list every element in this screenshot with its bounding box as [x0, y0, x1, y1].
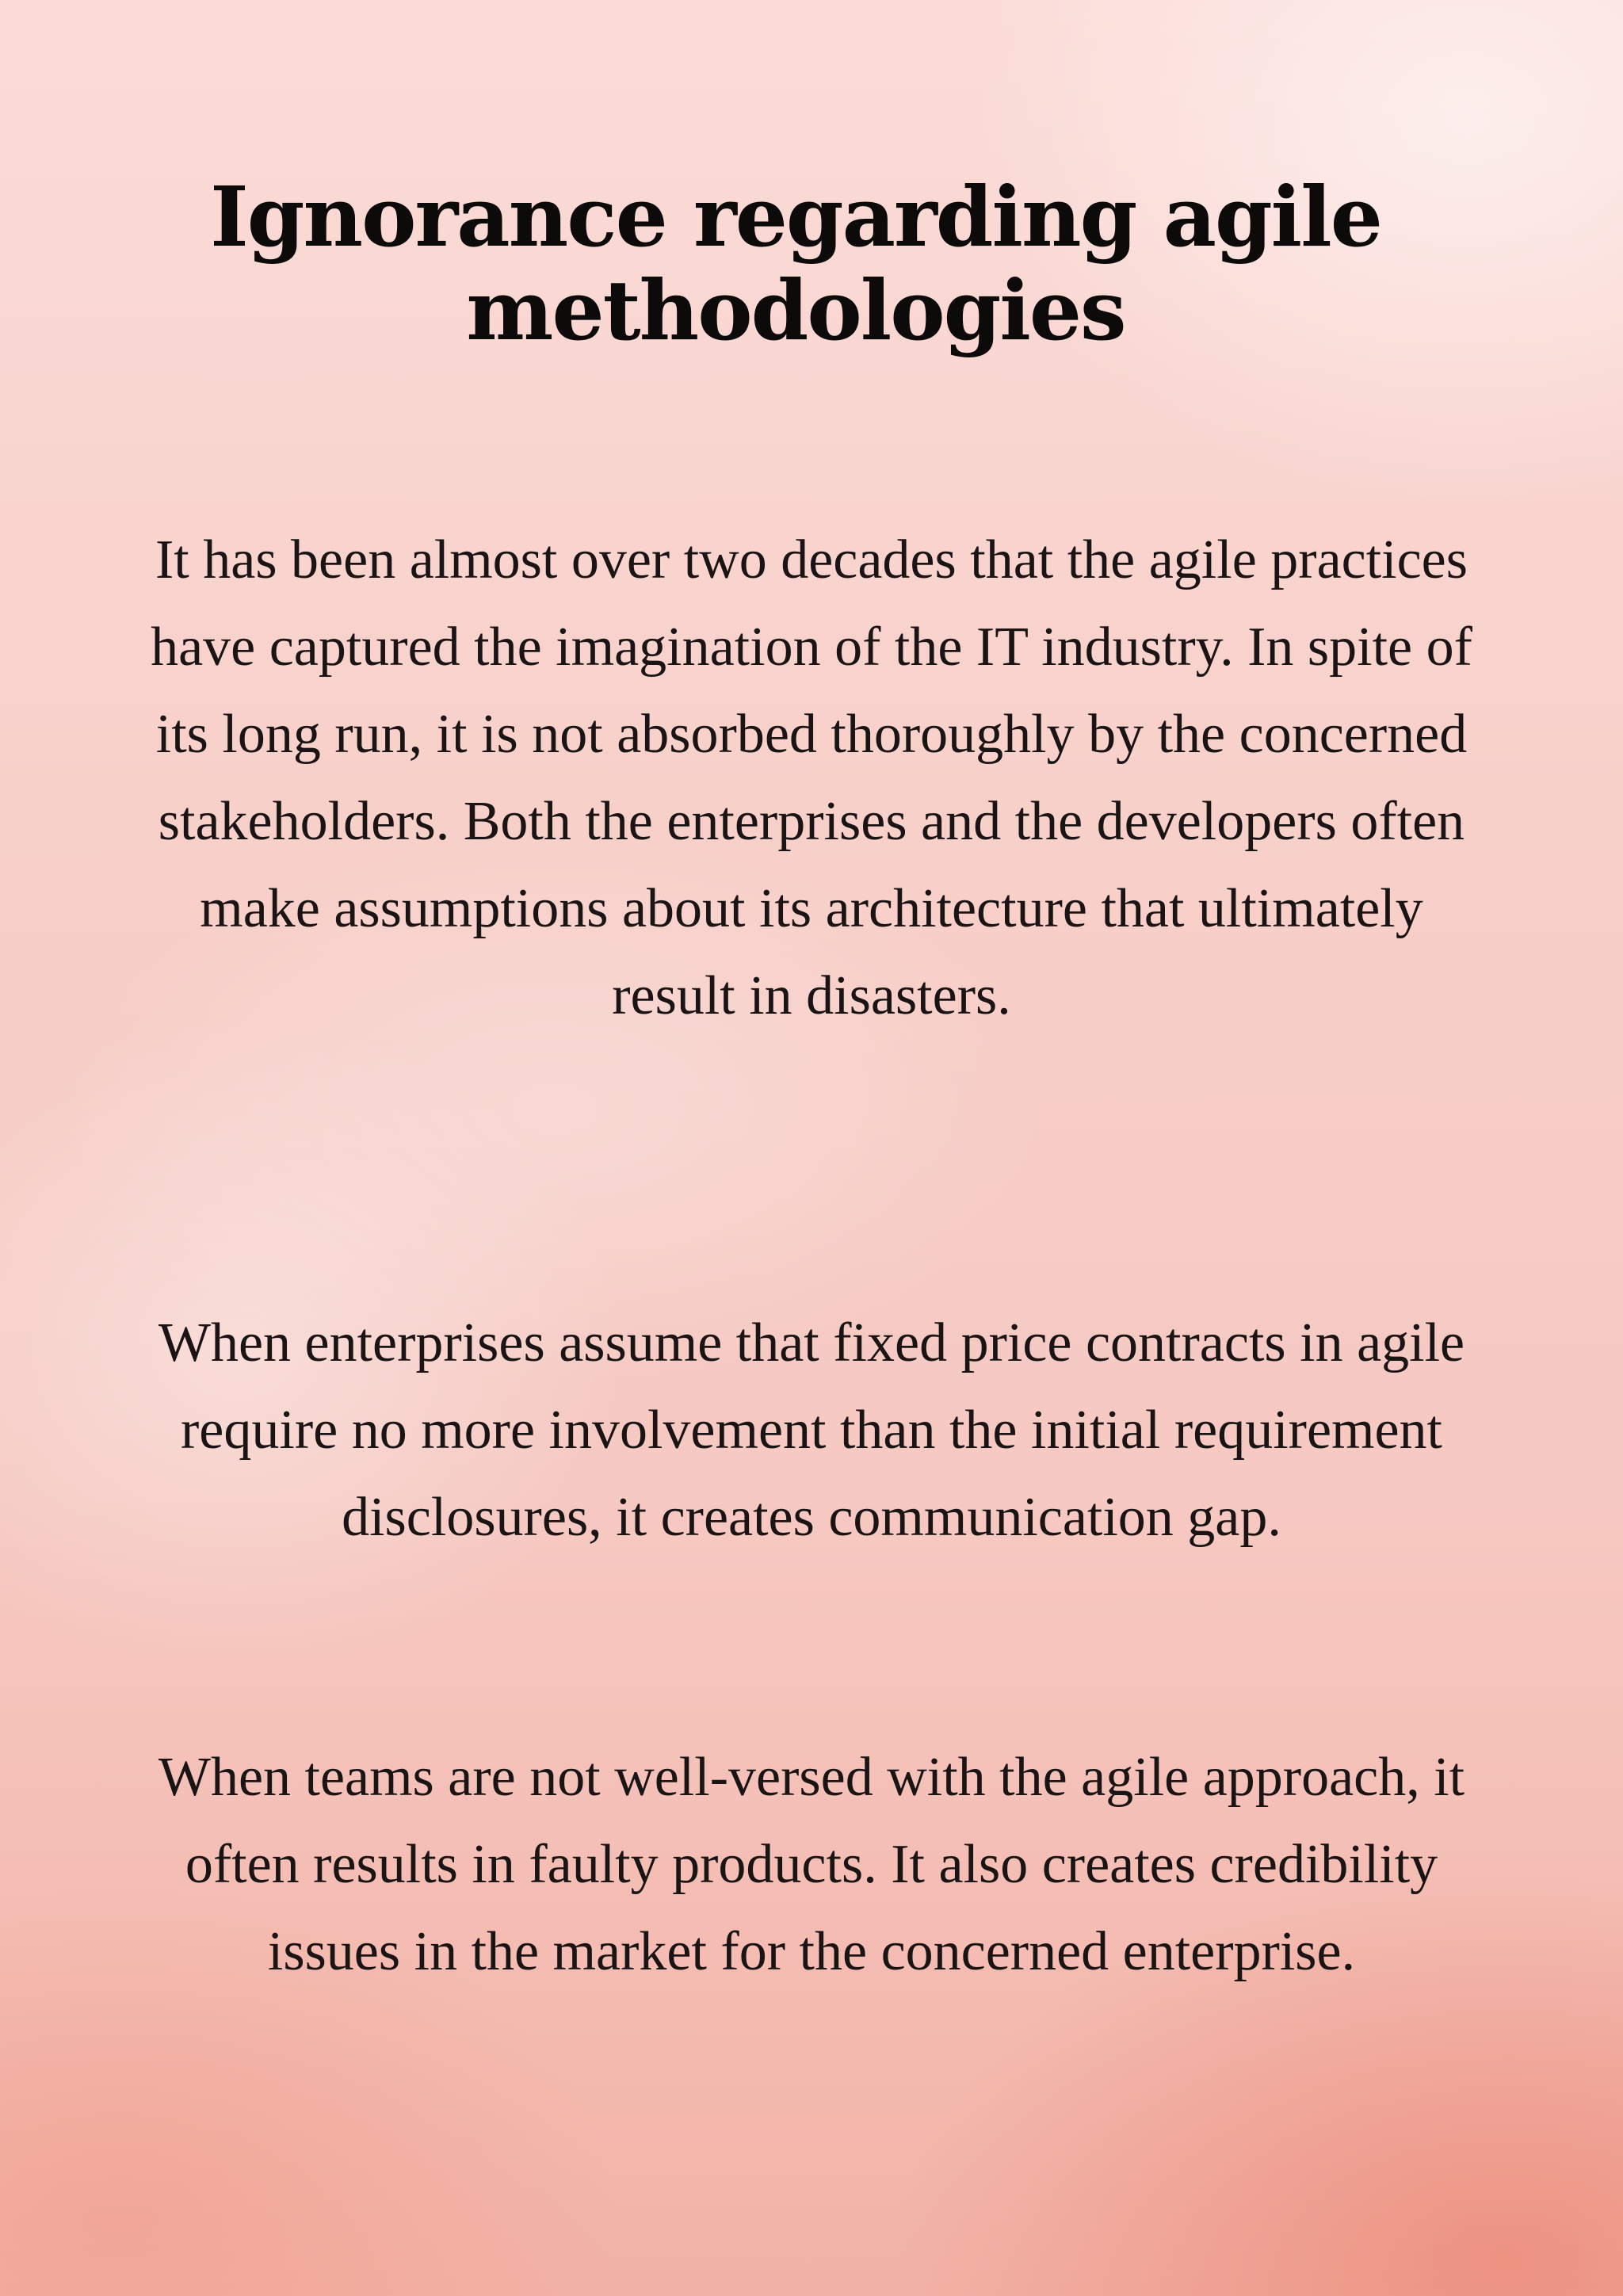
- paragraph-team-knowledge: When teams are not well-versed with the agile approach, it often results in faulty products. It also creates credibility issues in the market for the concerned enterprise.: [158, 1747, 1465, 1982]
- page-title: Ignorance regarding agile methodologies: [210, 168, 1381, 359]
- paragraph-fixed-price-contracts: When enterprises assume that fixed price contracts in agile require no more involvement than the initial requirement disclosures, it creates communication gap.: [158, 1312, 1465, 1548]
- paragraph-intro: It has been almost over two decades that the agile practices have captured the imagination of the IT industry. In spite of its long run, it is not absorbed thoroughly by the concerned stakeholders. Both the enterprises and the developers often make assumptions about its architecture that ultimately result in disasters.: [151, 529, 1472, 1026]
